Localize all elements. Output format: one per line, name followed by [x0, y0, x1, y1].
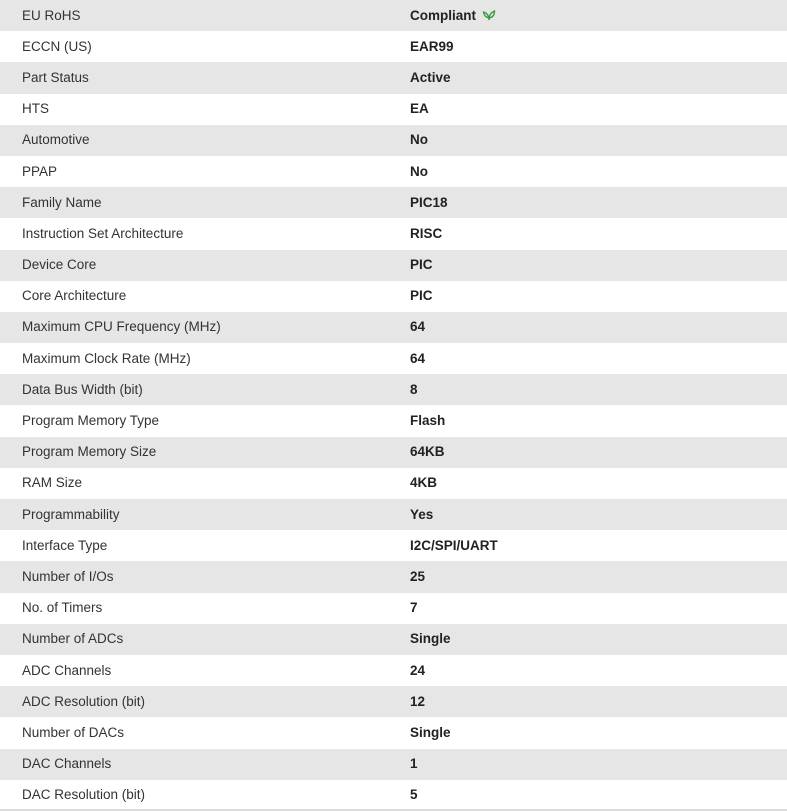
spec-label: Part Status	[22, 69, 89, 85]
spec-value: I2C/SPI/UART	[410, 537, 498, 553]
spec-row	[0, 405, 787, 436]
spec-row	[0, 717, 787, 748]
spec-value: PIC	[410, 257, 433, 273]
spec-value: PIC18	[410, 194, 448, 210]
spec-label: Core Architecture	[22, 288, 127, 304]
spec-label: DAC Channels	[22, 756, 112, 772]
spec-row	[0, 468, 787, 499]
spec-label: ECCN (US)	[22, 38, 92, 54]
spec-label: HTS	[22, 101, 49, 117]
spec-value: Single	[410, 631, 451, 647]
spec-value: Yes	[410, 506, 434, 522]
spec-row	[0, 62, 787, 93]
spec-row	[0, 686, 787, 717]
spec-label: Maximum CPU Frequency (MHz)	[22, 319, 221, 335]
spec-value: 25	[410, 568, 426, 584]
spec-label: PPAP	[22, 163, 58, 179]
spec-value: 12	[410, 693, 426, 709]
spec-label: Number of DACs	[22, 724, 125, 740]
spec-row	[0, 530, 787, 561]
spec-label: Device Core	[22, 257, 97, 273]
spec-label: Program Memory Type	[22, 413, 160, 429]
spec-value: EAR99	[410, 38, 454, 54]
spec-label: Number of I/Os	[22, 568, 114, 584]
spec-row	[0, 125, 787, 156]
spec-value: 4KB	[410, 475, 438, 491]
spec-value: 8	[410, 381, 418, 397]
spec-label: Instruction Set Architecture	[22, 225, 184, 241]
spec-label: RAM Size	[22, 475, 83, 491]
spec-value: 64	[410, 350, 426, 366]
spec-row	[0, 0, 787, 31]
spec-label: Program Memory Size	[22, 444, 157, 460]
spec-label: Number of ADCs	[22, 631, 124, 647]
leaf-icon	[482, 9, 496, 21]
spec-label: ADC Resolution (bit)	[22, 693, 146, 709]
spec-value: 24	[410, 662, 426, 678]
spec-row	[0, 655, 787, 686]
spec-value: 7	[410, 600, 418, 616]
spec-row	[0, 218, 787, 249]
spec-row	[0, 499, 787, 530]
spec-label: Interface Type	[22, 537, 108, 553]
spec-value: RISC	[410, 225, 443, 241]
spec-value: Active	[410, 69, 451, 85]
spec-value: Single	[410, 724, 451, 740]
spec-value: No	[410, 132, 428, 148]
spec-row	[0, 281, 787, 312]
spec-label: No. of Timers	[22, 600, 103, 616]
spec-row	[0, 250, 787, 281]
spec-row	[0, 561, 787, 592]
spec-label: Automotive	[22, 132, 90, 148]
spec-value	[388, 0, 787, 31]
spec-label: EU RoHS	[22, 7, 81, 23]
spec-row	[0, 624, 787, 655]
spec-row	[0, 749, 787, 780]
spec-row	[0, 94, 787, 125]
spec-row	[0, 780, 787, 811]
spec-value-text: Compliant	[410, 7, 476, 23]
spec-value: EA	[410, 101, 429, 117]
spec-label: Data Bus Width (bit)	[22, 381, 143, 397]
spec-value: 64KB	[410, 444, 445, 460]
spec-value: PIC	[410, 288, 433, 304]
spec-value: 1	[410, 756, 418, 772]
spec-row	[0, 593, 787, 624]
spec-row	[0, 374, 787, 405]
spec-row	[0, 437, 787, 468]
spec-value: Flash	[410, 413, 446, 429]
spec-label: Programmability	[22, 506, 120, 522]
spec-value: No	[410, 163, 428, 179]
spec-label: Family Name	[22, 194, 102, 210]
spec-row	[0, 312, 787, 343]
spec-value: 5	[410, 787, 418, 803]
spec-row	[0, 343, 787, 374]
spec-value: 64	[410, 319, 426, 335]
spec-label: Maximum Clock Rate (MHz)	[22, 350, 191, 366]
spec-label: DAC Resolution (bit)	[22, 787, 146, 803]
spec-label: ADC Channels	[22, 662, 112, 678]
spec-row	[0, 187, 787, 218]
spec-row	[0, 156, 787, 187]
spec-row	[0, 31, 787, 62]
